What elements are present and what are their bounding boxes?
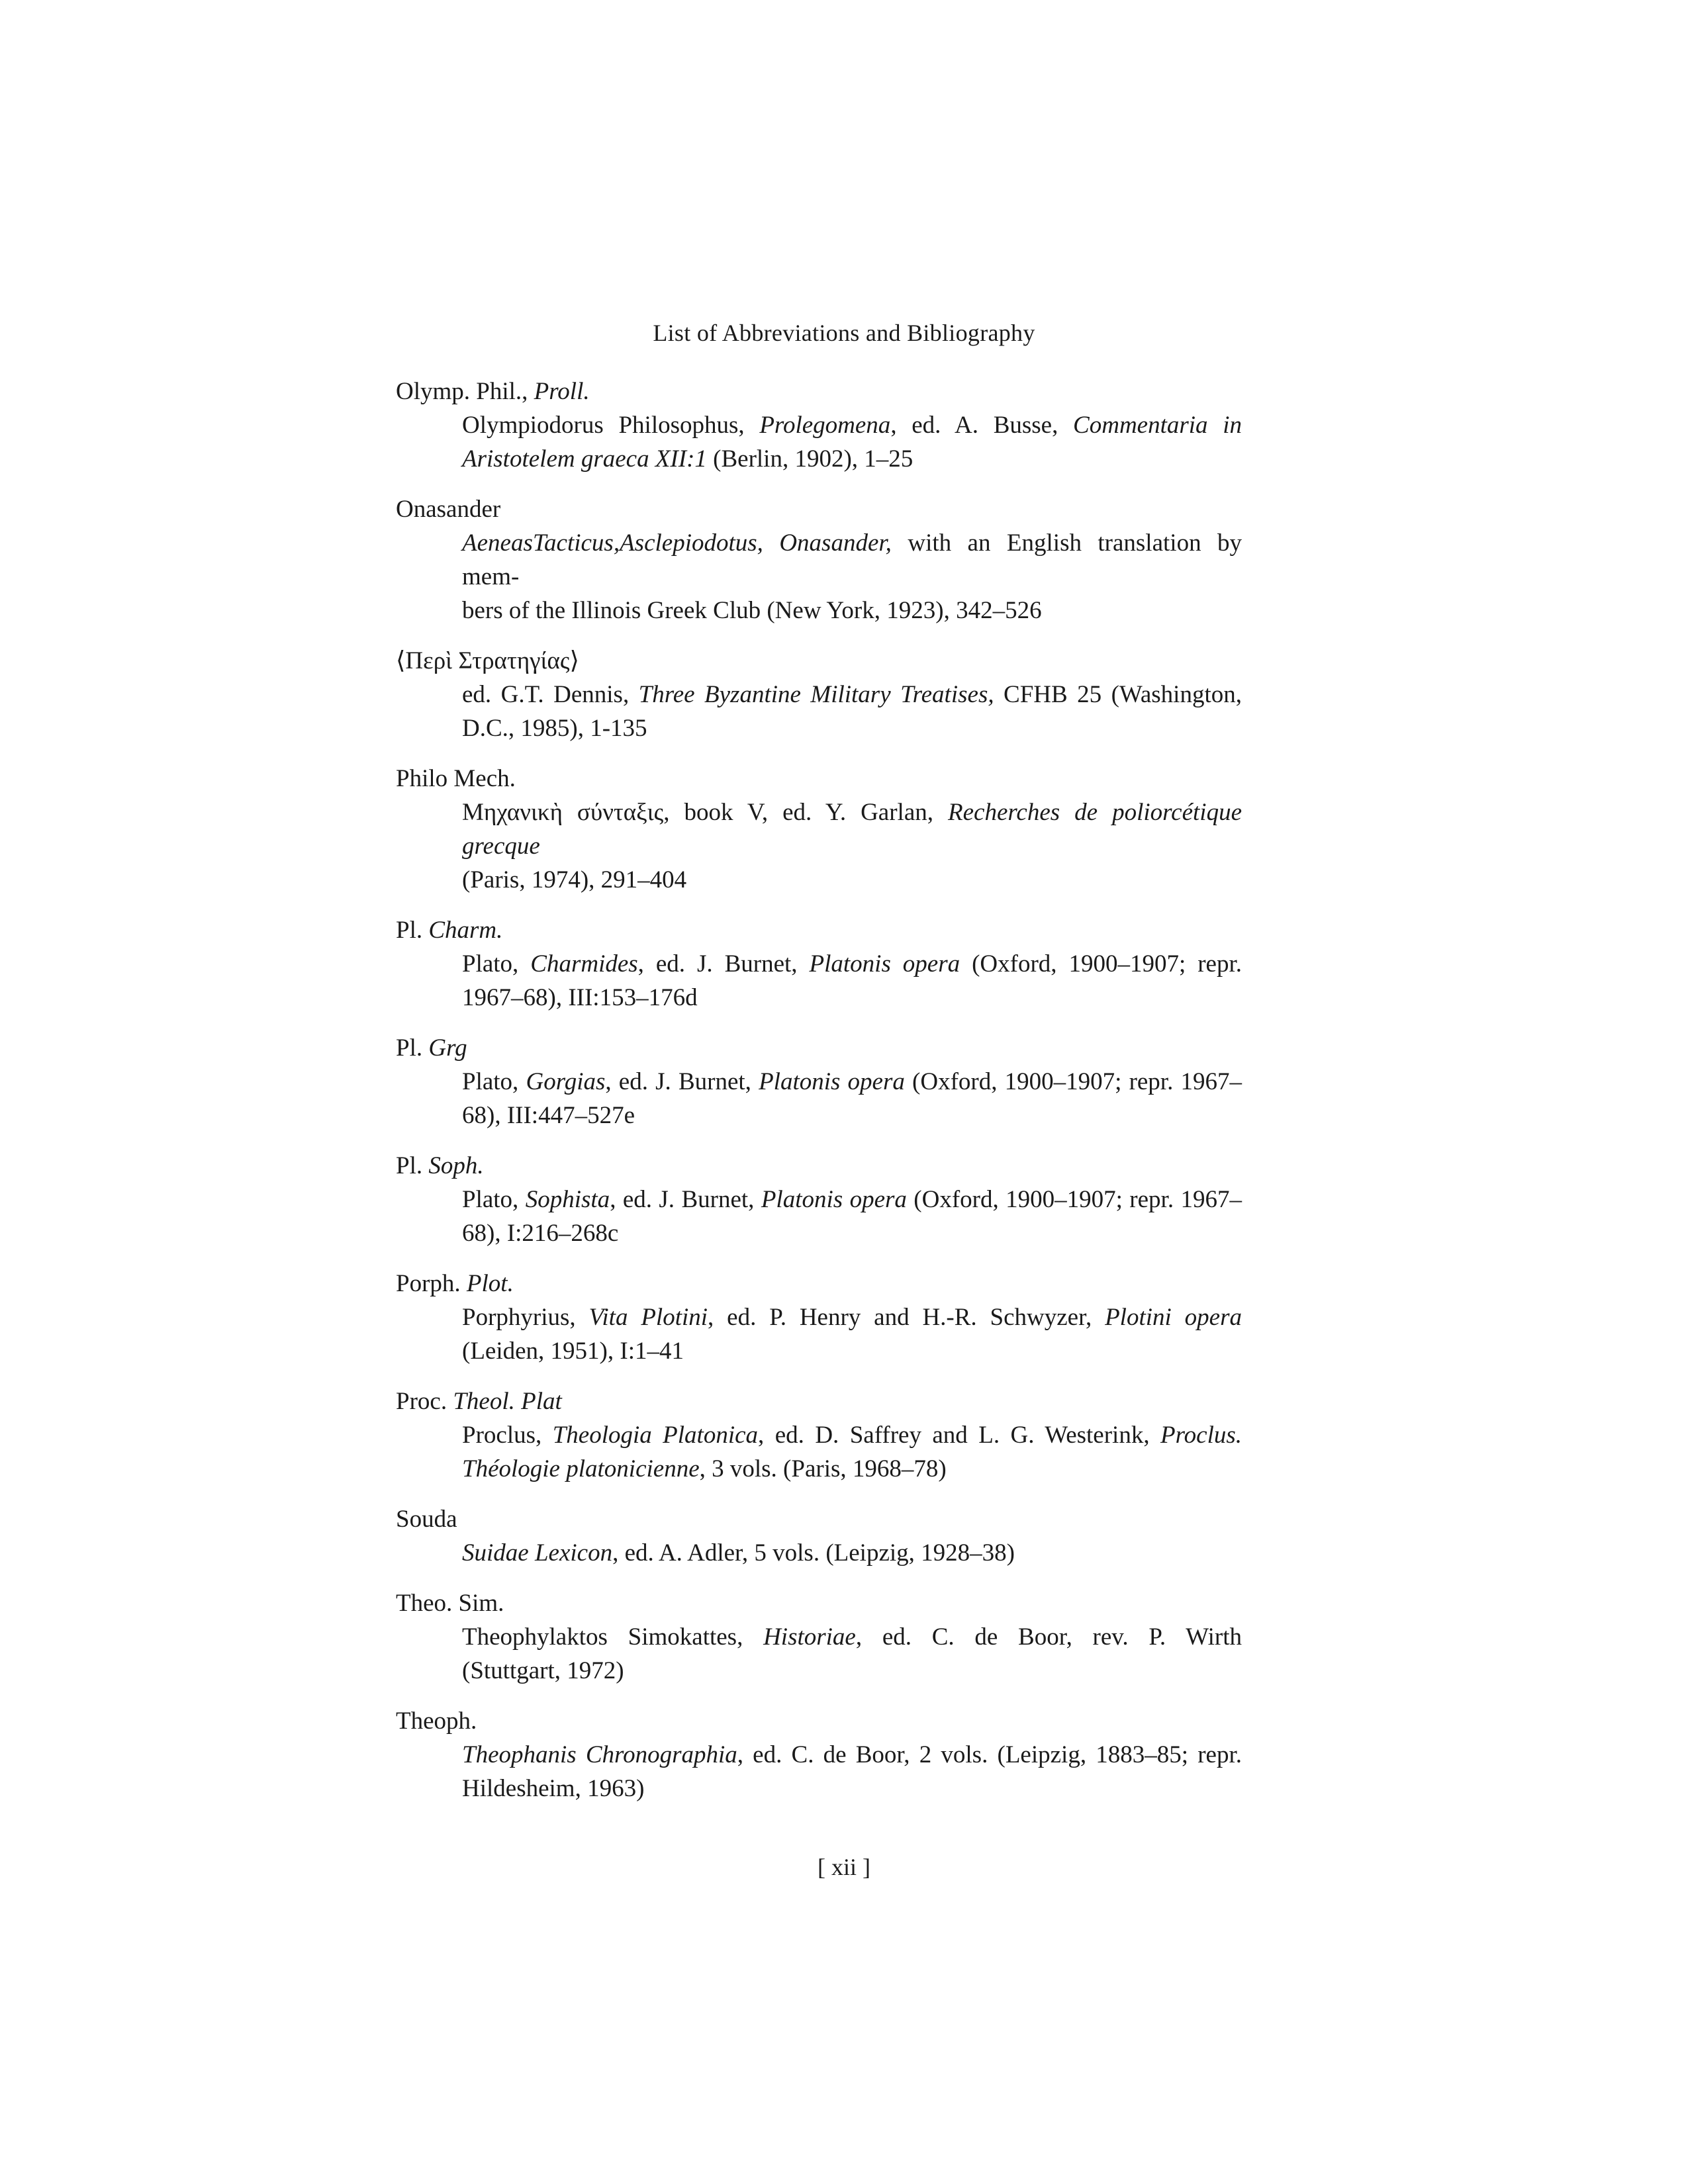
entry-abbreviation bbox=[396, 1502, 1243, 1536]
text-run: Plato, bbox=[462, 1068, 526, 1095]
text-run: Porphyrius, bbox=[462, 1304, 589, 1331]
italic-text: Sophista bbox=[525, 1186, 610, 1213]
bibliography-entry bbox=[396, 1031, 1243, 1132]
text-run: 1967–68), III:153–176d bbox=[462, 984, 698, 1011]
text-run: , ed. J. Burnet, bbox=[637, 950, 810, 978]
text-run: Pl. bbox=[396, 1152, 429, 1179]
entry-abbreviation bbox=[396, 1031, 1243, 1065]
entry-citation bbox=[462, 1738, 1242, 1805]
text-run: Theo. Sim. bbox=[396, 1590, 504, 1617]
bibliography-entry bbox=[396, 644, 1243, 745]
text-run: Olymp. Phil., bbox=[396, 378, 534, 405]
citation-line bbox=[462, 1654, 1242, 1688]
text-run: (Oxford, 1900–1907; repr. 1967– bbox=[906, 1186, 1242, 1213]
bibliography-entry bbox=[396, 1385, 1243, 1486]
entry-citation bbox=[462, 526, 1242, 627]
bibliography-list bbox=[396, 375, 1243, 1822]
citation-line bbox=[462, 1334, 1242, 1368]
italic-text: Gorgias bbox=[526, 1068, 606, 1095]
text-run: , ed. D. Saffrey and L. G. Westerink, bbox=[758, 1422, 1161, 1449]
entry-abbreviation bbox=[396, 1267, 1243, 1300]
italic-text: Theophanis Chronographia bbox=[462, 1741, 737, 1768]
italic-text: Plot. bbox=[466, 1270, 514, 1297]
citation-line bbox=[462, 1452, 1242, 1486]
entry-abbreviation bbox=[396, 1385, 1243, 1418]
text-run: Hildesheim, 1963) bbox=[462, 1775, 645, 1802]
text-run: Olympiodorus Philosophus, bbox=[462, 412, 760, 439]
italic-text: Platonis opera bbox=[759, 1068, 905, 1095]
text-run: Onasander bbox=[396, 496, 501, 523]
text-run: , ed. P. Henry and H.-R. Schwyzer, bbox=[708, 1304, 1105, 1331]
text-run: CFHB 25 (Washington, bbox=[994, 681, 1242, 708]
citation-line bbox=[462, 1065, 1242, 1099]
text-run: Proclus, bbox=[462, 1422, 553, 1449]
italic-text: Platonis opera bbox=[809, 950, 961, 978]
italic-text: Theologia Platonica bbox=[552, 1422, 759, 1449]
bibliography-entry bbox=[396, 375, 1243, 476]
citation-line bbox=[462, 442, 1242, 476]
entry-abbreviation bbox=[396, 644, 1243, 678]
italic-text: Historiae bbox=[763, 1623, 856, 1651]
text-run: Proc. bbox=[396, 1388, 453, 1415]
page-number: [ xii ] bbox=[818, 1854, 870, 1880]
entry-abbreviation bbox=[396, 1586, 1243, 1620]
entry-citation bbox=[462, 947, 1242, 1015]
entry-citation bbox=[462, 1418, 1242, 1486]
citation-line bbox=[462, 1099, 1242, 1132]
bibliography-entry bbox=[396, 1267, 1243, 1368]
text-run: bers of the Illinois Greek Club (New York, 1923), 342–526 bbox=[462, 597, 1042, 624]
bibliography-entry bbox=[396, 1502, 1243, 1570]
italic-text: Charmides bbox=[530, 950, 638, 978]
text-run: D.C., 1985), 1-135 bbox=[462, 715, 647, 742]
text-run: 68), III:447–527e bbox=[462, 1102, 635, 1129]
citation-line bbox=[462, 796, 1242, 863]
text-run: ⟨Περὶ Στρατηγίας⟩ bbox=[396, 647, 579, 674]
citation-line bbox=[462, 1772, 1242, 1805]
entry-abbreviation bbox=[396, 1149, 1243, 1183]
citation-line bbox=[462, 678, 1242, 711]
bibliography-entry bbox=[396, 1704, 1243, 1805]
bibliography-entry bbox=[396, 492, 1243, 627]
italic-text: Recherches de poliorcétique grecque bbox=[462, 799, 1242, 860]
entry-citation bbox=[462, 1536, 1242, 1570]
text-run: , ed. J. Burnet, bbox=[610, 1186, 761, 1213]
italic-text: Theol. Plat bbox=[453, 1388, 562, 1415]
italic-text: Prolegomena bbox=[759, 412, 891, 439]
bibliography-entry bbox=[396, 913, 1243, 1015]
citation-line bbox=[462, 594, 1242, 627]
text-run: with an English translation by mem- bbox=[462, 529, 1242, 590]
entry-citation bbox=[462, 796, 1242, 897]
text-run: Pl. bbox=[396, 1034, 429, 1062]
text-run: , ed. J. Burnet, bbox=[605, 1068, 759, 1095]
citation-line bbox=[462, 1738, 1242, 1772]
entry-abbreviation bbox=[396, 1704, 1243, 1738]
bibliography-entry bbox=[396, 1586, 1243, 1688]
citation-line bbox=[462, 1300, 1242, 1334]
bibliography-entry bbox=[396, 762, 1243, 897]
text-run: (Leiden, 1951), I:1–41 bbox=[462, 1338, 684, 1365]
text-run: Plato, bbox=[462, 950, 531, 978]
text-run: , ed. A. Adler, 5 vols. (Leipzig, 1928–38) bbox=[612, 1539, 1015, 1567]
italic-text: Vita Plotini bbox=[588, 1304, 708, 1331]
text-run: , 3 vols. (Paris, 1968–78) bbox=[699, 1455, 947, 1482]
entry-abbreviation bbox=[396, 375, 1243, 408]
citation-line bbox=[462, 1620, 1242, 1654]
text-run: Souda bbox=[396, 1506, 457, 1533]
text-run: 68), I:216–268c bbox=[462, 1220, 619, 1247]
italic-text: Three Byzantine Military Treatises, bbox=[638, 681, 994, 708]
citation-line bbox=[462, 947, 1242, 981]
italic-text: Théologie platonicienne bbox=[462, 1455, 700, 1482]
entry-citation bbox=[462, 408, 1242, 476]
italic-text: Plotini opera bbox=[1105, 1304, 1242, 1331]
italic-text: Grg bbox=[428, 1034, 467, 1062]
text-run: (Oxford, 1900–1907; repr. bbox=[960, 950, 1242, 978]
citation-line bbox=[462, 863, 1242, 897]
entry-citation bbox=[462, 1620, 1242, 1688]
text-run: ed. G.T. Dennis, bbox=[462, 681, 639, 708]
bibliography-entry bbox=[396, 1149, 1243, 1250]
italic-text: Platonis opera bbox=[761, 1186, 907, 1213]
citation-line bbox=[462, 408, 1242, 442]
italic-text: Aristotelem graeca XII:1 bbox=[462, 445, 707, 473]
italic-text: Proclus. bbox=[1160, 1422, 1242, 1449]
italic-text: Suidae Lexicon bbox=[462, 1539, 613, 1567]
citation-line bbox=[462, 1183, 1242, 1216]
text-run: , ed. A. Busse, bbox=[890, 412, 1074, 439]
text-run: (Oxford, 1900–1907; repr. 1967– bbox=[904, 1068, 1242, 1095]
entry-citation bbox=[462, 1300, 1242, 1368]
text-run: Theophylaktos Simokattes, bbox=[462, 1623, 764, 1651]
text-run: Porph. bbox=[396, 1270, 467, 1297]
citation-line bbox=[462, 1536, 1242, 1570]
entry-citation bbox=[462, 1065, 1242, 1132]
entry-citation bbox=[462, 678, 1242, 745]
citation-line bbox=[462, 1418, 1242, 1452]
italic-text: Proll. bbox=[534, 378, 590, 405]
entry-abbreviation bbox=[396, 913, 1243, 947]
italic-text: AeneasTacticus,Asclepiodotus, Onasander, bbox=[462, 529, 892, 557]
text-run: Plato, bbox=[462, 1186, 526, 1213]
entry-citation bbox=[462, 1183, 1242, 1250]
italic-text: Charm. bbox=[428, 917, 503, 944]
italic-text: Soph. bbox=[428, 1152, 484, 1179]
text-run: (Stuttgart, 1972) bbox=[462, 1657, 624, 1684]
text-run: , ed. C. de Boor, 2 vols. (Leipzig, 1883–85; repr. bbox=[737, 1741, 1242, 1768]
citation-line bbox=[462, 1216, 1242, 1250]
text-run: Μηχανικὴ σύνταξις, book V, ed. Y. Garlan, bbox=[462, 799, 949, 826]
text-run: Philo Mech. bbox=[396, 765, 516, 792]
entry-abbreviation bbox=[396, 492, 1243, 526]
text-run: (Paris, 1974), 291–404 bbox=[462, 866, 687, 893]
running-head: List of Abbreviations and Bibliography bbox=[653, 320, 1035, 346]
italic-text: Commentaria in bbox=[1073, 412, 1243, 439]
citation-line bbox=[462, 981, 1242, 1015]
text-run: Theoph. bbox=[396, 1707, 477, 1735]
text-run: , ed. C. de Boor, rev. P. Wirth bbox=[855, 1623, 1242, 1651]
citation-line bbox=[462, 711, 1242, 745]
text-run: (Berlin, 1902), 1–25 bbox=[706, 445, 914, 473]
text-run: Pl. bbox=[396, 917, 429, 944]
citation-line bbox=[462, 526, 1242, 594]
entry-abbreviation bbox=[396, 762, 1243, 796]
